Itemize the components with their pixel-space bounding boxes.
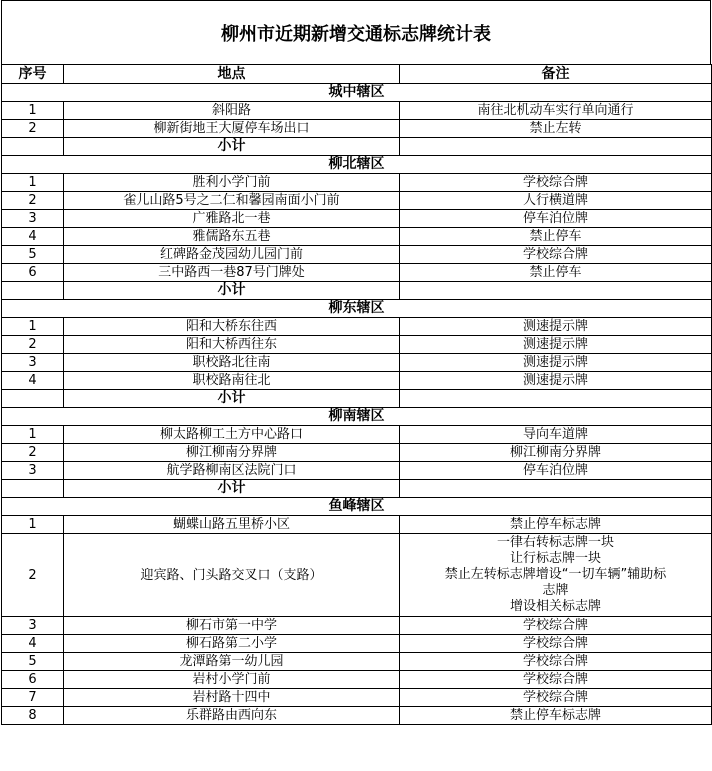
cell-seq: 3 [2, 617, 64, 635]
table-row [2, 534, 712, 617]
subtotal-note [400, 480, 712, 498]
cell-note: 学校综合牌 [400, 635, 712, 653]
cell-location: 岩村路十四中 [64, 689, 400, 707]
cell-seq: 1 [2, 426, 64, 444]
cell-location: 胜利小学门前 [64, 174, 400, 192]
cell-location: 柳石市第一中学 [64, 617, 400, 635]
cell-note: 学校综合牌 [400, 689, 712, 707]
cell-seq: 5 [2, 246, 64, 264]
table-row [2, 228, 712, 246]
cell-seq: 1 [2, 516, 64, 534]
cell-note: 学校综合牌 [400, 174, 712, 192]
subtotal-row [2, 480, 712, 498]
cell-note: 禁止停车标志牌 [400, 516, 712, 534]
table-row [2, 102, 712, 120]
cell-note: 测速提示牌 [400, 336, 712, 354]
cell-note: 学校综合牌 [400, 246, 712, 264]
cell-location: 柳石路第二小学 [64, 635, 400, 653]
subtotal-seq [2, 282, 64, 300]
cell-location: 乐群路由西向东 [64, 707, 400, 725]
table-row [2, 635, 712, 653]
district-row [2, 84, 712, 102]
table-title: 柳州市近期新增交通标志牌统计表 [1, 0, 711, 64]
cell-location: 龙潭路第一幼儿园 [64, 653, 400, 671]
cell-location: 阳和大桥东往西 [64, 318, 400, 336]
cell-location: 柳新街地王大厦停车场出口 [64, 120, 400, 138]
subtotal-seq [2, 480, 64, 498]
cell-note: 南往北机动车实行单向通行 [400, 102, 712, 120]
cell-note [400, 534, 712, 617]
table-row [2, 318, 712, 336]
table-row [2, 246, 712, 264]
subtotal-seq [2, 138, 64, 156]
cell-note: 学校综合牌 [400, 671, 712, 689]
cell-location: 职校路南往北 [64, 372, 400, 390]
table-row [2, 671, 712, 689]
cell-seq: 4 [2, 372, 64, 390]
cell-seq: 2 [2, 336, 64, 354]
note-line: 增设相关标志牌 [509, 599, 601, 614]
table-row [2, 354, 712, 372]
district-row [2, 156, 712, 174]
subtotal-row [2, 390, 712, 408]
cell-location: 三中路西一巷87号门牌处 [64, 264, 400, 282]
table-row [2, 372, 712, 390]
cell-seq: 3 [2, 462, 64, 480]
district-name: 柳东辖区 [2, 300, 712, 318]
table-row [2, 426, 712, 444]
district-name: 柳南辖区 [2, 408, 712, 426]
cell-location: 职校路北往南 [64, 354, 400, 372]
table-row [2, 174, 712, 192]
cell-seq: 3 [2, 354, 64, 372]
cell-note: 禁止停车 [400, 264, 712, 282]
cell-location: 柳太路柳工土方中心路口 [64, 426, 400, 444]
cell-location: 柳江柳南分界牌 [64, 444, 400, 462]
cell-seq: 7 [2, 689, 64, 707]
table-row [2, 120, 712, 138]
cell-seq: 2 [2, 192, 64, 210]
district-name: 柳北辖区 [2, 156, 712, 174]
traffic-sign-table [1, 64, 712, 725]
note-line: 禁止左转标志牌增设“一切车辆”辅助标 [444, 567, 667, 582]
cell-seq: 2 [2, 120, 64, 138]
table-row [2, 210, 712, 228]
cell-note: 测速提示牌 [400, 318, 712, 336]
cell-note: 人行横道牌 [400, 192, 712, 210]
cell-seq: 2 [2, 444, 64, 462]
cell-location: 航学路柳南区法院门口 [64, 462, 400, 480]
subtotal-label: 小计 [64, 480, 400, 498]
table-row [2, 653, 712, 671]
cell-note: 禁止停车标志牌 [400, 707, 712, 725]
table-body [2, 65, 712, 725]
cell-seq: 6 [2, 671, 64, 689]
subtotal-label: 小计 [64, 390, 400, 408]
cell-note: 导向车道牌 [400, 426, 712, 444]
subtotal-row [2, 282, 712, 300]
note-line: 一律右转标志牌一块 [496, 535, 614, 550]
header-note: 备注 [400, 65, 712, 84]
district-row [2, 498, 712, 516]
cell-seq: 6 [2, 264, 64, 282]
cell-note: 禁止左转 [400, 120, 712, 138]
subtotal-label: 小计 [64, 282, 400, 300]
subtotal-note [400, 390, 712, 408]
cell-note: 停车泊位牌 [400, 462, 712, 480]
cell-note: 学校综合牌 [400, 653, 712, 671]
district-name: 鱼峰辖区 [2, 498, 712, 516]
table-row [2, 516, 712, 534]
header-row [2, 65, 712, 84]
cell-location: 阳和大桥西往东 [64, 336, 400, 354]
district-row [2, 408, 712, 426]
header-location: 地点 [64, 65, 400, 84]
cell-seq: 3 [2, 210, 64, 228]
table-row [2, 689, 712, 707]
cell-location: 红碑路金茂园幼儿园门前 [64, 246, 400, 264]
district-row [2, 300, 712, 318]
table-row [2, 264, 712, 282]
cell-seq: 4 [2, 228, 64, 246]
note-line: 让行标志牌一块 [509, 551, 601, 566]
subtotal-label: 小计 [64, 138, 400, 156]
cell-seq: 5 [2, 653, 64, 671]
table-row [2, 444, 712, 462]
cell-note: 测速提示牌 [400, 372, 712, 390]
note-line: 志牌 [542, 583, 569, 598]
table-row [2, 462, 712, 480]
subtotal-note [400, 138, 712, 156]
cell-seq: 8 [2, 707, 64, 725]
cell-note: 停车泊位牌 [400, 210, 712, 228]
cell-note: 柳江柳南分界牌 [400, 444, 712, 462]
table-row [2, 336, 712, 354]
cell-location: 雅儒路东五巷 [64, 228, 400, 246]
cell-location: 蝴蝶山路五里桥小区 [64, 516, 400, 534]
cell-note: 测速提示牌 [400, 354, 712, 372]
cell-note: 禁止停车 [400, 228, 712, 246]
cell-seq: 4 [2, 635, 64, 653]
subtotal-seq [2, 390, 64, 408]
cell-seq: 1 [2, 102, 64, 120]
table-row [2, 707, 712, 725]
cell-seq: 1 [2, 318, 64, 336]
district-name: 城中辖区 [2, 84, 712, 102]
table-row [2, 192, 712, 210]
subtotal-row [2, 138, 712, 156]
cell-note: 学校综合牌 [400, 617, 712, 635]
cell-location: 雀儿山路5号之二仁和馨园南面小门前 [64, 192, 400, 210]
subtotal-note [400, 282, 712, 300]
header-seq: 序号 [2, 65, 64, 84]
cell-location: 广雅路北一巷 [64, 210, 400, 228]
cell-location: 岩村小学门前 [64, 671, 400, 689]
cell-seq: 1 [2, 174, 64, 192]
cell-location: 迎宾路、门头路交叉口（支路） [64, 534, 400, 617]
cell-seq: 2 [2, 534, 64, 617]
table-row [2, 617, 712, 635]
statistics-sheet [1, 0, 711, 725]
cell-location: 斜阳路 [64, 102, 400, 120]
